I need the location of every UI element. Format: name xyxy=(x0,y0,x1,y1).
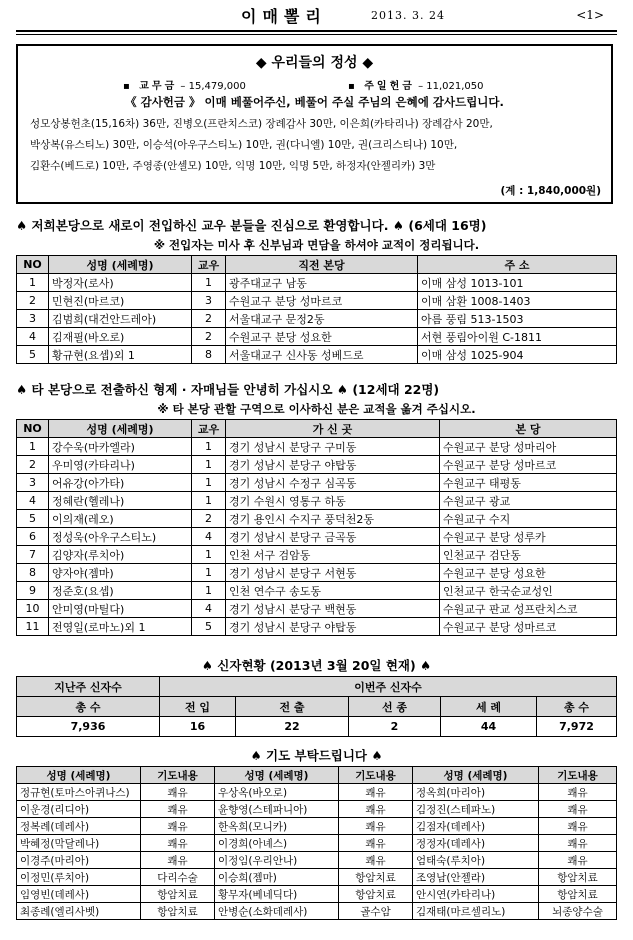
table-cell: 정규현(토마스아퀴나스) xyxy=(17,784,141,801)
table-cell: 정혜란(헬레나) xyxy=(49,492,192,510)
table-row xyxy=(17,346,617,364)
transfer-out-table xyxy=(16,419,617,636)
table-cell: 쾌유 xyxy=(339,835,413,852)
table-cell: 1 xyxy=(192,438,226,456)
table-cell: 수원교구 태평동 xyxy=(440,474,617,492)
table-cell: 최종례(엘리사벳) xyxy=(17,903,141,920)
table-cell: 항암치료 xyxy=(339,869,413,886)
table-cell: 서울대교구 신사동 성베드로 xyxy=(226,346,418,364)
table-row xyxy=(17,818,617,835)
table-row xyxy=(17,546,617,564)
table-cell: 조영남(안젤라) xyxy=(413,869,539,886)
table-cell: 항암치료 xyxy=(141,903,215,920)
table-cell: 경기 용인시 수지구 풍덕천2동 xyxy=(226,510,440,528)
page-header xyxy=(16,2,616,28)
table-cell: 민현진(마르코) xyxy=(49,292,192,310)
table-cell: 서울대교구 문정2동 xyxy=(226,310,418,328)
table-row xyxy=(17,801,617,818)
table-cell: 경기 성남시 분당구 백현동 xyxy=(226,600,440,618)
table-cell: 1 xyxy=(17,438,49,456)
table-cell: 김재필(바오로) xyxy=(49,328,192,346)
table-cell: 이매 삼성 1013-101 xyxy=(418,274,617,292)
table-cell: 수원교구 판교 성프란치스코 xyxy=(440,600,617,618)
transfer-in-section xyxy=(16,216,617,364)
table-row xyxy=(17,835,617,852)
table-row xyxy=(17,869,617,886)
table-cell: 이경주(마리아) xyxy=(17,852,141,869)
table-row xyxy=(17,310,617,328)
table-cell: 2 xyxy=(192,328,226,346)
table-cell: 다리수술 xyxy=(141,869,215,886)
table-cell: 경기 성남시 분당구 서현동 xyxy=(226,564,440,582)
table-cell: 3 xyxy=(17,310,49,328)
table-cell: 2 xyxy=(192,510,226,528)
table-cell: 수원교구 분당 성요한 xyxy=(226,328,418,346)
table-cell: 1 xyxy=(192,582,226,600)
table-cell: 경기 수원시 영통구 하동 xyxy=(226,492,440,510)
column-header: 성명 (세례명) xyxy=(49,420,192,438)
offering-amounts xyxy=(18,74,611,92)
table-cell: 쾌유 xyxy=(539,852,617,869)
table-cell: 수원교구 분당 성마르코 xyxy=(226,292,418,310)
table-cell: 윤향영(스테파니아) xyxy=(215,801,339,818)
header-rule-top xyxy=(16,30,617,32)
table-cell: 1 xyxy=(192,274,226,292)
table-cell: 7 xyxy=(17,546,49,564)
table-cell: 이경희(아녜스) xyxy=(215,835,339,852)
table-cell: 엄태숙(루치아) xyxy=(413,852,539,869)
table-cell: 황규현(요셉)외 1 xyxy=(49,346,192,364)
table-cell: 양자야(젬마) xyxy=(49,564,192,582)
last-week-label: 지난주 신자수 xyxy=(17,677,160,697)
table-cell: 김점자(데레사) xyxy=(413,818,539,835)
table-cell: 뇌종양수술 xyxy=(539,903,617,920)
table-row xyxy=(17,600,617,618)
table-cell: 6 xyxy=(17,528,49,546)
transfer-in-heading: ♠ 저희본당으로 새로이 전입하신 교우 분들을 진심으로 환영합니다. ♠ (6세대 16명) xyxy=(16,218,487,233)
table-cell: 인천교구 한국순교성인 xyxy=(440,582,617,600)
header-rule-bottom xyxy=(16,34,617,35)
table-cell: 3 xyxy=(17,474,49,492)
table-cell: 경기 성남시 수정구 심곡동 xyxy=(226,474,440,492)
table-cell: 경기 성남시 분당구 야탑동 xyxy=(226,618,440,636)
column-header: 본 당 xyxy=(440,420,617,438)
column-header: 교우 xyxy=(192,256,226,274)
table-cell: 쾌유 xyxy=(539,801,617,818)
stat-value: 7,936 xyxy=(17,717,160,737)
stat-column-header: 총 수 xyxy=(17,697,160,717)
table-cell: 안시연(카타리나) xyxy=(413,886,539,903)
table-cell: 임영빈(데레사) xyxy=(17,886,141,903)
stat-column-header: 전 출 xyxy=(236,697,349,717)
bulletin-title: 이매뽈리 xyxy=(241,7,327,26)
table-cell: 2 xyxy=(17,456,49,474)
believers-table xyxy=(16,676,617,737)
column-header: 기도내용 xyxy=(141,767,215,784)
prayer-table xyxy=(16,766,617,920)
table-cell: 9 xyxy=(17,582,49,600)
table-header-row xyxy=(17,767,617,784)
transfer-out-section xyxy=(16,380,617,636)
stat-value: 16 xyxy=(160,717,236,737)
stat-value: 2 xyxy=(349,717,441,737)
table-cell: 전영일(로마노)외 1 xyxy=(49,618,192,636)
table-cell: 1 xyxy=(192,492,226,510)
table-cell: 수원교구 광교 xyxy=(440,492,617,510)
table-cell: 수원교구 분당 성마르코 xyxy=(440,618,617,636)
table-cell: 항암치료 xyxy=(539,886,617,903)
table-cell: 박혜정(막달레나) xyxy=(17,835,141,852)
offering-box xyxy=(16,44,613,204)
offering-title: ◆ 우리들의 정성 ◆ xyxy=(255,55,374,71)
table-cell: 인천 연수구 송도동 xyxy=(226,582,440,600)
donor-line: 성모상봉헌초(15,16차) 36만, 진병오(프란치스코) 장례감사 30만, 이은희(카타리나) 장례감사 20만, xyxy=(30,118,493,130)
table-header-row xyxy=(17,256,617,274)
table-cell: 한옥희(모니카) xyxy=(215,818,339,835)
table-cell: 쾌유 xyxy=(339,852,413,869)
table-cell: 정복례(데레사) xyxy=(17,818,141,835)
table-cell: 정정자(데레사) xyxy=(413,835,539,852)
table-cell: 이승희(젬마) xyxy=(215,869,339,886)
donor-line: 김환수(베드로) 10만, 주영종(안셀모) 10만, 익명 10만, 익명 5만, 하정자(안젤리카) 3만 xyxy=(30,160,436,172)
column-header: 기도내용 xyxy=(539,767,617,784)
table-cell: 우상옥(바오로) xyxy=(215,784,339,801)
table-cell: 정성욱(아우구스티노) xyxy=(49,528,192,546)
table-row xyxy=(17,582,617,600)
parish-fee: ▪ 교무금 – 15,479,000 xyxy=(123,81,246,92)
table-cell: 이매 삼성 1025-904 xyxy=(418,346,617,364)
believers-heading: ♠ 신자현황 (2013년 3월 20일 현재) ♠ xyxy=(201,658,432,673)
stat-column-header: 총 수 xyxy=(537,697,617,717)
table-row xyxy=(17,886,617,903)
table-cell: 5 xyxy=(17,346,49,364)
prayer-heading: ♠ 기도 부탁드립니다 ♠ xyxy=(250,748,383,763)
table-cell: 1 xyxy=(17,274,49,292)
table-row xyxy=(17,564,617,582)
table-cell: 항암치료 xyxy=(141,886,215,903)
stat-column-header: 세 례 xyxy=(441,697,537,717)
table-cell: 안병순(소화데레사) xyxy=(215,903,339,920)
page-number: <1> xyxy=(576,8,604,22)
column-header: 성명 (세례명) xyxy=(413,767,539,784)
table-cell: 서현 풍림아이원 C-1811 xyxy=(418,328,617,346)
table-cell: 쾌유 xyxy=(539,784,617,801)
table-cell: 인천 서구 검암동 xyxy=(226,546,440,564)
donor-line: 박상복(유스티노) 30만, 이승석(아우구스티노) 10만, 권(다니엘) 10만, 권(크리스티나) 10만, xyxy=(30,139,458,151)
offering-total: (계 : 1,840,000원) xyxy=(500,185,601,197)
table-cell: 쾌유 xyxy=(141,784,215,801)
table-cell: 아름 풍림 513-1503 xyxy=(418,310,617,328)
table-cell: 쾌유 xyxy=(141,835,215,852)
table-cell: 쾌유 xyxy=(141,801,215,818)
table-cell: 정준호(요셉) xyxy=(49,582,192,600)
table-cell: 김재태(마르셀리노) xyxy=(413,903,539,920)
table-cell: 쾌유 xyxy=(339,784,413,801)
table-row xyxy=(17,510,617,528)
column-header: 가 신 곳 xyxy=(226,420,440,438)
table-cell: 강수욱(마카엘라) xyxy=(49,438,192,456)
table-cell: 골수암 xyxy=(339,903,413,920)
table-cell: 쾌유 xyxy=(141,852,215,869)
table-row xyxy=(17,474,617,492)
table-cell: 경기 성남시 분당구 구미동 xyxy=(226,438,440,456)
table-cell: 항암치료 xyxy=(539,869,617,886)
table-cell: 1 xyxy=(192,474,226,492)
transfer-out-heading: ♠ 타 본당으로 전출하신 형제 · 자매님들 안녕히 가십시오 ♠ (12세대 22명) xyxy=(16,382,440,397)
table-cell: 쾌유 xyxy=(339,801,413,818)
sunday-offering: ▪ 주일헌금 – 11,021,050 xyxy=(348,81,484,92)
table-cell: 정옥희(마리아) xyxy=(413,784,539,801)
table-cell: 2 xyxy=(17,292,49,310)
stat-value: 7,972 xyxy=(537,717,617,737)
table-cell: 이의재(레오) xyxy=(49,510,192,528)
stat-column-header: 전 입 xyxy=(160,697,236,717)
table-cell: 이정임(우리안나) xyxy=(215,852,339,869)
table-row xyxy=(17,903,617,920)
transfer-out-note: ※ 타 본당 관할 구역으로 이사하신 분은 교적을 옮겨 주십시오. xyxy=(157,402,476,416)
column-header: NO xyxy=(17,256,49,274)
table-row xyxy=(17,492,617,510)
table-row xyxy=(17,292,617,310)
table-cell: 쾌유 xyxy=(339,818,413,835)
transfer-in-note: ※ 전입자는 미사 후 신부님과 면담을 하셔야 교적이 정리됩니다. xyxy=(153,238,480,252)
stat-value: 22 xyxy=(236,717,349,737)
column-header: 기도내용 xyxy=(339,767,413,784)
table-cell: 수원교구 수지 xyxy=(440,510,617,528)
table-cell: 황무자(베네딕다) xyxy=(215,886,339,903)
column-header: 주 소 xyxy=(418,256,617,274)
table-cell: 인천교구 검단동 xyxy=(440,546,617,564)
table-cell: 수원교구 분당 성마르코 xyxy=(440,456,617,474)
table-cell: 이운경(리디아) xyxy=(17,801,141,818)
table-cell: 1 xyxy=(192,564,226,582)
table-cell: 1 xyxy=(192,456,226,474)
table-cell: 8 xyxy=(192,346,226,364)
table-cell: 4 xyxy=(17,492,49,510)
table-cell: 박정자(로사) xyxy=(49,274,192,292)
table-cell: 수원교구 분당 성요한 xyxy=(440,564,617,582)
table-cell: 쾌유 xyxy=(141,818,215,835)
stat-column-header: 선 종 xyxy=(349,697,441,717)
table-row xyxy=(17,528,617,546)
table-row xyxy=(17,852,617,869)
table-cell: 항암치료 xyxy=(339,886,413,903)
table-cell: 4 xyxy=(192,600,226,618)
table-cell: 4 xyxy=(17,328,49,346)
table-row xyxy=(17,274,617,292)
table-cell: 3 xyxy=(192,292,226,310)
table-cell: 광주대교구 남동 xyxy=(226,274,418,292)
table-cell: 쾌유 xyxy=(539,835,617,852)
table-row xyxy=(17,328,617,346)
table-cell: 안미영(마틸다) xyxy=(49,600,192,618)
table-cell: 수원교구 분당 성마리아 xyxy=(440,438,617,456)
table-cell: 수원교구 분당 성루카 xyxy=(440,528,617,546)
column-header: NO xyxy=(17,420,49,438)
table-cell: 1 xyxy=(192,546,226,564)
table-cell: 5 xyxy=(17,510,49,528)
stat-value: 44 xyxy=(441,717,537,737)
table-cell: 김양자(루치아) xyxy=(49,546,192,564)
table-cell: 11 xyxy=(17,618,49,636)
bulletin-date: 2013. 3. 24 xyxy=(371,9,445,22)
table-row xyxy=(17,456,617,474)
table-cell: 김정진(스테파노) xyxy=(413,801,539,818)
column-header: 교우 xyxy=(192,420,226,438)
prayer-section xyxy=(16,746,617,920)
table-cell: 이매 삼환 1008-1403 xyxy=(418,292,617,310)
column-header: 성명 (세례명) xyxy=(17,767,141,784)
table-cell: 쾌유 xyxy=(539,818,617,835)
this-week-label: 이번주 신자수 xyxy=(160,677,617,697)
table-cell: 경기 성남시 분당구 야탑동 xyxy=(226,456,440,474)
table-cell: 4 xyxy=(192,528,226,546)
table-row xyxy=(17,618,617,636)
table-cell: 10 xyxy=(17,600,49,618)
table-cell: 경기 성남시 분당구 금곡동 xyxy=(226,528,440,546)
column-header: 직전 본당 xyxy=(226,256,418,274)
table-cell: 어유강(아가타) xyxy=(49,474,192,492)
table-cell: 2 xyxy=(192,310,226,328)
table-cell: 5 xyxy=(192,618,226,636)
table-row xyxy=(17,438,617,456)
table-cell: 김범희(대건안드레아) xyxy=(49,310,192,328)
table-header-row xyxy=(17,420,617,438)
table-cell: 8 xyxy=(17,564,49,582)
donor-list xyxy=(18,114,611,177)
believers-section xyxy=(16,656,617,737)
table-row xyxy=(17,784,617,801)
table-cell: 우미영(카타리나) xyxy=(49,456,192,474)
column-header: 성명 (세례명) xyxy=(49,256,192,274)
table-cell: 이정민(루치아) xyxy=(17,869,141,886)
thanks-offering-heading: 《 감사헌금 》 이매 베풀어주신, 베풀어 주실 주님의 은혜에 감사드립니다. xyxy=(125,95,504,109)
column-header: 성명 (세례명) xyxy=(215,767,339,784)
transfer-in-table xyxy=(16,255,617,364)
